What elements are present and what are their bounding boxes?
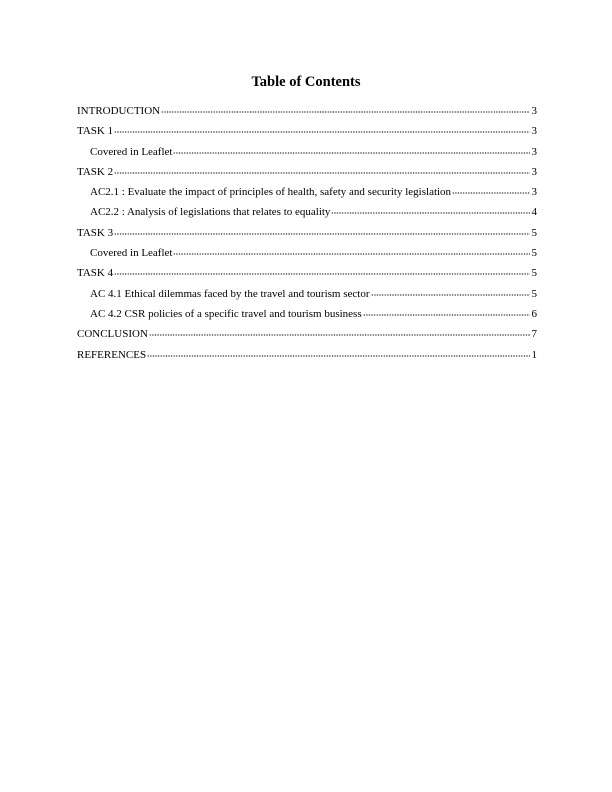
toc-page-number: 3 [531, 125, 537, 138]
toc-page-number: 3 [531, 145, 537, 158]
toc-dot-leader [363, 306, 530, 316]
toc-dot-leader [114, 265, 530, 275]
toc-entry-label[interactable]: INTRODUCTION [77, 105, 161, 117]
toc-dot-leader [331, 204, 530, 214]
toc-entry-introduction[interactable] [77, 104, 537, 124]
toc-dot-leader [114, 123, 530, 133]
toc-page-number: 6 [531, 307, 537, 320]
toc-entry-task-1-leaflet[interactable] [77, 145, 537, 165]
toc-entry-label[interactable]: TASK 4 [77, 267, 114, 280]
toc-dot-leader [149, 326, 530, 336]
toc-dot-leader [114, 164, 530, 174]
toc-page-number: 4 [531, 206, 537, 219]
toc-dot-leader [452, 184, 530, 194]
toc-entry-references[interactable] [77, 348, 537, 368]
toc-entry-label[interactable]: AC2.2 : Analysis of legislations that relates to equality [90, 206, 331, 219]
toc-entry-ac2-2[interactable] [77, 205, 537, 225]
toc-dot-leader [114, 225, 530, 235]
toc-list [77, 104, 537, 368]
toc-entry-label[interactable]: TASK 3 [77, 226, 114, 239]
toc-page-number: 5 [531, 287, 537, 300]
toc-page-number: 5 [531, 267, 537, 280]
toc-entry-label[interactable]: AC2.1 : Evaluate the impact of principles of health, safety and security legislation [90, 186, 452, 199]
toc-page-number: 3 [531, 105, 537, 117]
toc-page-number: 1 [531, 348, 537, 361]
toc-entry-label[interactable]: REFERENCES [77, 348, 147, 361]
toc-entry-task-4[interactable] [77, 266, 537, 286]
toc-entry-label[interactable]: Covered in Leaflet [90, 145, 173, 158]
toc-entry-ac2-1[interactable] [77, 185, 537, 205]
toc-dot-leader [147, 347, 530, 357]
toc-entry-ac4-2[interactable] [77, 307, 537, 327]
toc-entry-task-3[interactable] [77, 226, 537, 246]
toc-entry-label[interactable]: Covered in Leaflet [90, 247, 173, 260]
toc-entry-task-2[interactable] [77, 165, 537, 185]
toc-page-number: 3 [531, 186, 537, 199]
toc-page-number: 3 [531, 165, 537, 178]
toc-title: Table of Contents [251, 74, 361, 90]
toc-entry-task-3-leaflet[interactable] [77, 246, 537, 266]
toc-entry-label[interactable]: AC 4.2 CSR policies of a specific travel and tourism business [90, 307, 362, 320]
toc-entry-task-1[interactable] [77, 124, 537, 144]
toc-entry-label[interactable]: AC 4.1 Ethical dilemmas faced by the travel and tourism sector [90, 287, 370, 300]
toc-dot-leader [173, 245, 530, 255]
toc-page-number: 7 [531, 328, 537, 341]
toc-entry-ac4-1[interactable] [77, 287, 537, 307]
toc-dot-leader [173, 144, 530, 154]
toc-entry-conclusion[interactable] [77, 327, 537, 347]
toc-dot-leader [161, 103, 530, 113]
toc-entry-label[interactable]: TASK 2 [77, 165, 114, 178]
toc-dot-leader [371, 286, 530, 296]
toc-page-number: 5 [531, 247, 537, 260]
toc-entry-label[interactable]: TASK 1 [77, 125, 114, 138]
toc-entry-label[interactable]: CONCLUSION [77, 328, 148, 341]
toc-page-number: 5 [531, 226, 537, 239]
